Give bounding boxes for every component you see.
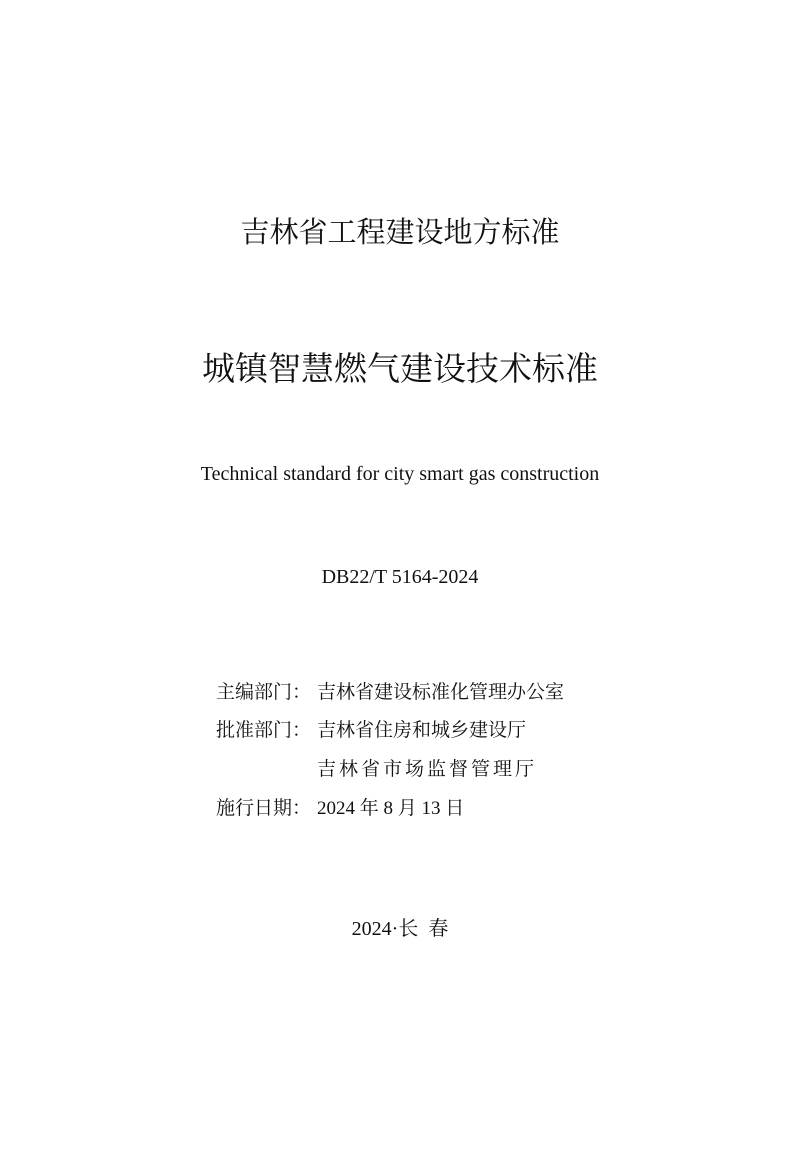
editor-label: 主编部门： <box>216 682 312 703</box>
approver-value-2: 吉林省市场监督管理厅 <box>317 759 538 780</box>
editor-row <box>216 680 564 706</box>
date-value: 2024 年 8 月 13 日 <box>317 798 465 819</box>
approver-value-1: 吉林省住房和城乡建设厅 <box>317 720 527 741</box>
effective-date-row <box>216 796 464 822</box>
page-title: 城镇智慧燃气建设技术标准 <box>202 349 598 388</box>
place-date: 2024·长 春 <box>351 918 449 940</box>
approver-label: 批准部门： <box>216 720 312 741</box>
english-title: Technical standard for city smart gas construction <box>200 463 600 485</box>
date-label: 施行日期： <box>216 798 312 819</box>
standard-code: DB22/T 5164-2024 <box>321 566 479 588</box>
editor-value: 吉林省建设标准化管理办公室 <box>317 682 565 703</box>
approver-row <box>216 718 526 744</box>
series-title: 吉林省工程建设地方标准 <box>240 215 560 249</box>
